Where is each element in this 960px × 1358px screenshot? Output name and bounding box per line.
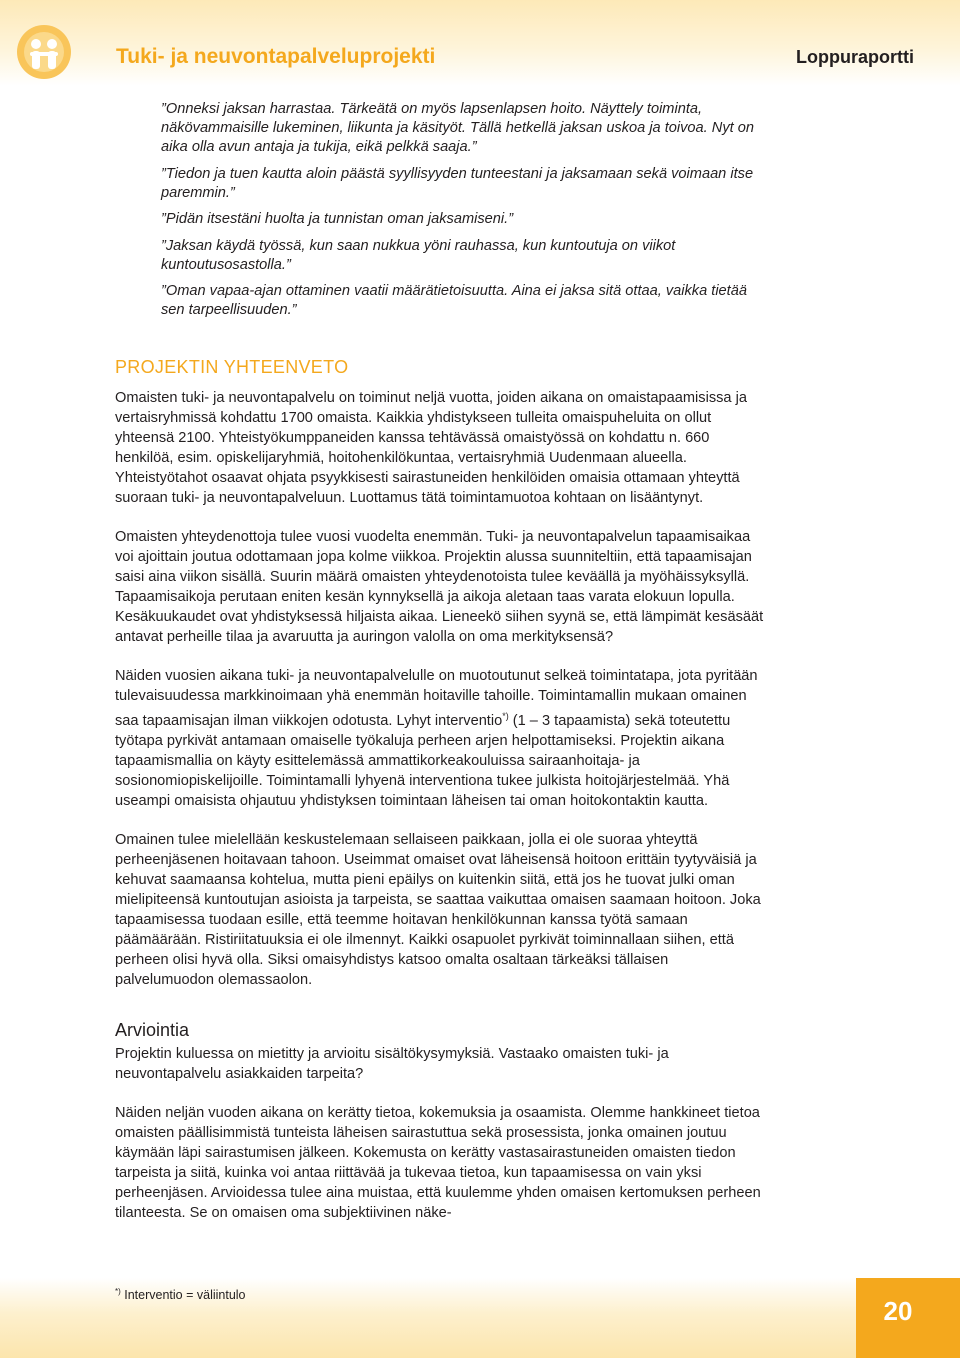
header-title: Tuki- ja neuvontapalveluprojekti — [116, 45, 436, 68]
quote: ”Onneksi jaksan harrastaa. Tärkeätä on myös lapsenlapsen hoito. Näyttely toiminta, näkövammaisille lukeminen, liikunta ja käsityöt. Tällä hetkellä jaksan uskoa ja toivoa. Nyt on aika olla avun antaja ja tukija, eikä pelkkä saaja.” — [161, 101, 754, 155]
header-band — [0, 0, 960, 86]
footnote-marker: *) — [115, 1287, 121, 1296]
paragraph: Omaisten yhteydenottoja tulee vuosi vuodelta enemmän. Tuki- ja neuvontapalvelun tapaamisaikaa voi ajoittain joutua odottamaan jopa kolme viikkoa. Projektin alussa suunniteltiin, että tapaamisajan saisi aina viikon sisällä. Suurin määrä omaisten yhteydenotoista tulee keväällä ja myöhäissyksyllä. Tapaamisaikoja perutaan eniten kesän kynnyksellä ja aikoja aletaan taas varata elokuun lopulla. Kesäkuukaudet ovat yhdistyksessä hiljaista aikaa. Lieneekö siihen syynä se, että lämpimät kesäsäät antavat perheille tilaa ja avaruutta ja auringon valolla on oma merkityksensä? — [115, 529, 764, 645]
quote: ”Pidän itsestäni huolta ja tunnistan oman jaksamiseni.” — [161, 211, 514, 227]
quote: ”Oman vapaa-ajan ottaminen vaatii määrätietoisuutta. Aina ei jaksa sitä ottaa, vaikka tietää sen tarpeellisuuden.” — [161, 283, 747, 318]
paragraph — [115, 666, 767, 811]
quote-list — [161, 100, 773, 320]
page-number-box — [856, 1278, 960, 1358]
paragraph-text: Näiden vuosien aikana tuki- ja neuvontapalvelulle on muotoutunut selkeä toimintatapa, jota pyritään tulevaisuudessa markkinoimaan yhä enemmän hoitaville tahoille. Toimintamallin mukaan omainen saa tapaamisajan ilman viikkojen odotusta. Lyhyt interventio — [115, 668, 758, 729]
paragraph: Näiden neljän vuoden aikana on kerätty tietoa, kokemuksia ja osaamista. Olemme hankkineet tietoa omaisten päällisimmistä tunteista läheisen sairastuttua sekä prosessista, jonka omainen joutuu käymään läpi sairastumisen jälkeen. Kokemusta on kerätty vastasairastuneiden omaisten tiedon tarpeista ja siitä, kuinka voi antaa riittävää ja tukevaa tietoa, kun tapaamisessa on vain yksi perheenjäsen. Arvioidessa tulee aina muistaa, että kuulemme yhden omaisen kertomuksen perheen tilanteesta. Se on omaisen oma subjektiivinen näke- — [115, 1104, 761, 1221]
section-heading: PROJEKTIN YHTEENVETO — [115, 357, 349, 377]
footnote-marker: *) — [502, 711, 509, 721]
quote: ”Jaksan käydä työssä, kun saan nukkua yöni rauhassa, kun kuntoutuja on viikot kuntoutusosastolla.” — [161, 237, 676, 273]
footnote-text: Interventio = väliintulo — [120, 1288, 246, 1303]
page-number: 20 — [883, 1296, 913, 1326]
quote: ”Tiedon ja tuen kautta aloin päästä syyllisyyden tunteestani ja jaksamaan sekä voimaan itse paremmin.” — [161, 165, 754, 201]
paragraph: Omainen tulee mielellään keskustelemaan sellaiseen paikkaan, jolla ei ole suoraa yhteyttä perheenjäsenen hoitavaan tahoon. Useimmat omaiset ovat läheisensä hoitoon erittäin tyytyväisiä ja kehuvat saamaansa kohtelua, mutta pieni epäilys on kuitenkin siitä, että jos he tuovat julki oman mielipiteensä kuntoutujan asioista ja tarpeista, se saattaa vaikuttaa omaisen saamaan hoitoon. Joka tapaamisessa tuodaan esille, että teemme hoitavan henkilökunnan kanssa työtä samaan päämäärään. Ristiriitatuuksia ei ole ilmennyt. Kaikki osapuolet pyrkivät toiminnallaan siihen, että perheen olisi hyvä olla. Siksi omaisyhdistys katsoo omalta osaltaan tärkeäksi tällaisen palvelumuodon olemassaolon. — [115, 831, 761, 988]
main-content — [115, 100, 767, 1242]
sub-heading: Arviointia — [115, 1019, 190, 1040]
paragraph: Projektin kuluessa on mietitty ja arvioitu sisältökysymyksiä. Vastaako omaisten tuki- ja neuvontapalvelu asiakkaiden tarpeita? — [115, 1045, 669, 1082]
report-label: Loppuraportti — [796, 47, 914, 67]
paragraph: Omaisten tuki- ja neuvontapalvelu on toiminut neljä vuotta, joiden aikana on omaistapaamisissa ja vertaisryhmissä kohdattu 1700 omaista. Kaikkia yhdistykseen tulleita omaispuheluita on ollut yhteensä 2100. Yhteistyökumppaneiden kanssa tehtävässä omaistyössä on kohdattu n. 660 henkilöä, esim. opiskelijaryhmiä, hoitohenkilökuntaa, vertaisryhmiä Uudenmaan alueella. Yhteistyötahot osaavat ohjata psyykkisesti sairastuneiden henkilöiden omaisia ottamaan yhteyttä suoraan tuki- ja neuvontapalveluun. Luottamus tätä toimintamuotoa kohtaan on lisääntynyt. — [115, 390, 747, 506]
sun-people-logo-icon — [14, 22, 74, 82]
paragraph-text: (1 – 3 tapaamista) sekä toteutettu työtapa pyrkivät antamaan omaiselle työkaluja perheen arjen helpottamiseksi. Projektin aikana tapaamismallia on käyty esittelemässä ammattikorkeakouluissa sairaanhoitaja- ja sosionomiopiskelijoille. Toimintamalli lyhyenä interventiona tukee julkista hoitojärjestelmää. Yhä useampi omaisista ohjautuu yhdistyksen toimintaan läheisen tai oman hoitokontaktin kautta. — [115, 712, 731, 809]
footnote — [115, 1287, 246, 1302]
